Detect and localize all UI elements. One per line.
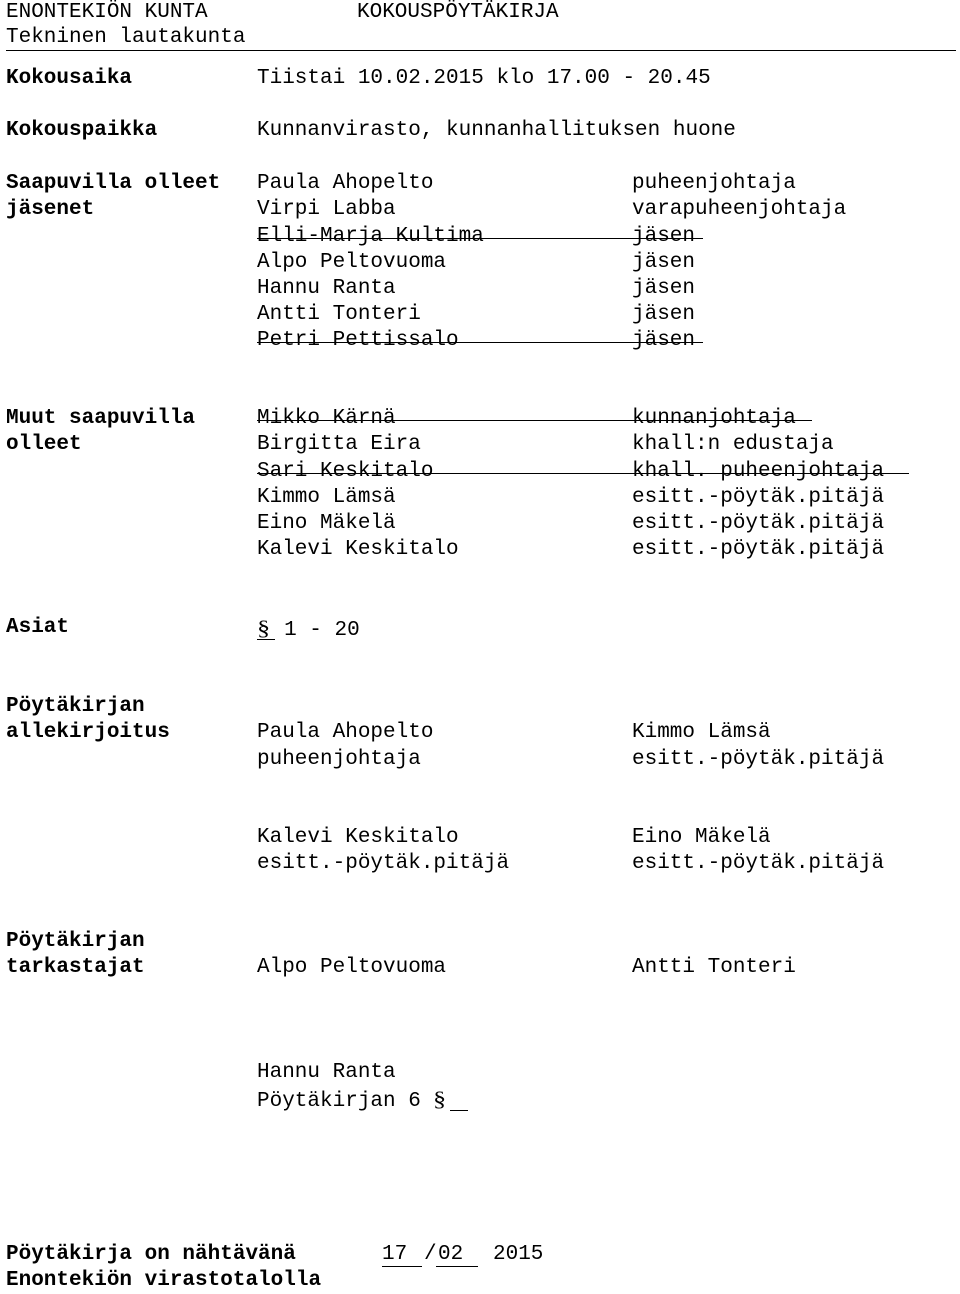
other-name-struck: Mikko Kärnä: [257, 407, 396, 430]
month-underline: [436, 1266, 478, 1267]
display-day: 17: [382, 1243, 408, 1266]
document-type: KOKOUSPÖYTÄKIRJA: [357, 1, 559, 24]
other-role-struck: khall. puheenjohtaja: [632, 460, 885, 483]
member-name-struck: Elli-Marja Kultima: [257, 225, 484, 248]
member-role: puheenjohtaja: [632, 172, 796, 195]
checkers-label-line1: Pöytäkirjan: [6, 930, 145, 953]
display-label-line2: Enontekiön virastotalolla: [6, 1269, 322, 1292]
member-name: Virpi Labba: [257, 198, 396, 221]
meeting-time-label: Kokousaika: [6, 67, 133, 90]
meeting-place-label: Kokouspaikka: [6, 119, 158, 142]
member-name: Antti Tonteri: [257, 303, 421, 326]
signing-label-line2: allekirjoitus: [6, 721, 170, 744]
signer-role: esitt.-pöytäk.pitäjä: [257, 852, 510, 875]
checker-name: Antti Tonteri: [632, 956, 796, 979]
other-name: Kimmo Lämsä: [257, 486, 396, 509]
header-divider: [6, 50, 956, 51]
other-role: khall:n edustaja: [632, 433, 834, 456]
section-sign: §: [257, 616, 271, 640]
other-role-struck: kunnanjohtaja: [632, 407, 796, 430]
checker-name: Hannu Ranta: [257, 1061, 396, 1084]
strikethrough-line: [257, 238, 703, 239]
strikethrough-line: [257, 473, 909, 474]
section-sign-underline: [450, 1110, 468, 1111]
signer-name: Kimmo Lämsä: [632, 721, 771, 744]
signer-role: esitt.-pöytäk.pitäjä: [632, 748, 885, 771]
board-name: Tekninen lautakunta: [6, 26, 246, 49]
display-year: 2015: [493, 1243, 544, 1266]
signer-role: esitt.-pöytäk.pitäjä: [632, 852, 885, 875]
signer-name: Paula Ahopelto: [257, 721, 434, 744]
member-role: jäsen: [632, 303, 696, 326]
municipality-name: ENONTEKIÖN KUNTA: [6, 1, 208, 24]
checkers-label-line2: tarkastajat: [6, 956, 145, 979]
others-label-line1: Muut saapuvilla: [6, 407, 196, 430]
items-range-value: 1 - 20: [271, 619, 360, 642]
other-role: esitt.-pöytäk.pitäjä: [632, 512, 885, 535]
other-name: Kalevi Keskitalo: [257, 538, 459, 561]
checkers-note-text: Pöytäkirjan 6: [257, 1090, 434, 1113]
member-role: jäsen: [632, 277, 696, 300]
members-label-line1: Saapuvilla olleet: [6, 172, 221, 195]
day-underline: [382, 1266, 422, 1267]
member-role: varapuheenjohtaja: [632, 198, 847, 221]
others-label-line2: olleet: [6, 433, 82, 456]
member-role: jäsen: [632, 251, 696, 274]
other-name: Birgitta Eira: [257, 433, 421, 456]
member-name: Alpo Peltovuoma: [257, 251, 447, 274]
signer-name: Eino Mäkelä: [632, 826, 771, 849]
member-name: Paula Ahopelto: [257, 172, 434, 195]
strikethrough-line: [257, 342, 703, 343]
member-name: Hannu Ranta: [257, 277, 396, 300]
signer-role: puheenjohtaja: [257, 748, 421, 771]
meeting-place-value: Kunnanvirasto, kunnanhallituksen huone: [257, 119, 736, 142]
member-name-struck: Petri Pettissalo: [257, 329, 459, 352]
checkers-note: [257, 1086, 447, 1115]
checker-name: Alpo Peltovuoma: [257, 956, 447, 979]
meeting-time-value: Tiistai 10.02.2015 klo 17.00 - 20.45: [257, 67, 711, 90]
strikethrough-line: [257, 420, 812, 421]
section-sign-underline: [257, 639, 275, 640]
other-role: esitt.-pöytäk.pitäjä: [632, 538, 885, 561]
section-sign: §: [433, 1087, 447, 1111]
other-name-struck: Sari Keskitalo: [257, 460, 434, 483]
signer-name: Kalevi Keskitalo: [257, 826, 459, 849]
member-role-struck: jäsen: [632, 225, 696, 248]
display-month: 02: [438, 1243, 464, 1266]
other-role: esitt.-pöytäk.pitäjä: [632, 486, 885, 509]
signing-label-line1: Pöytäkirjan: [6, 695, 145, 718]
member-role-struck: jäsen: [632, 329, 696, 352]
items-label: Asiat: [6, 616, 70, 639]
date-separator: /: [424, 1243, 437, 1266]
members-label-line2: jäsenet: [6, 198, 95, 221]
display-label-line1: Pöytäkirja on nähtävänä: [6, 1243, 296, 1266]
other-name: Eino Mäkelä: [257, 512, 396, 535]
